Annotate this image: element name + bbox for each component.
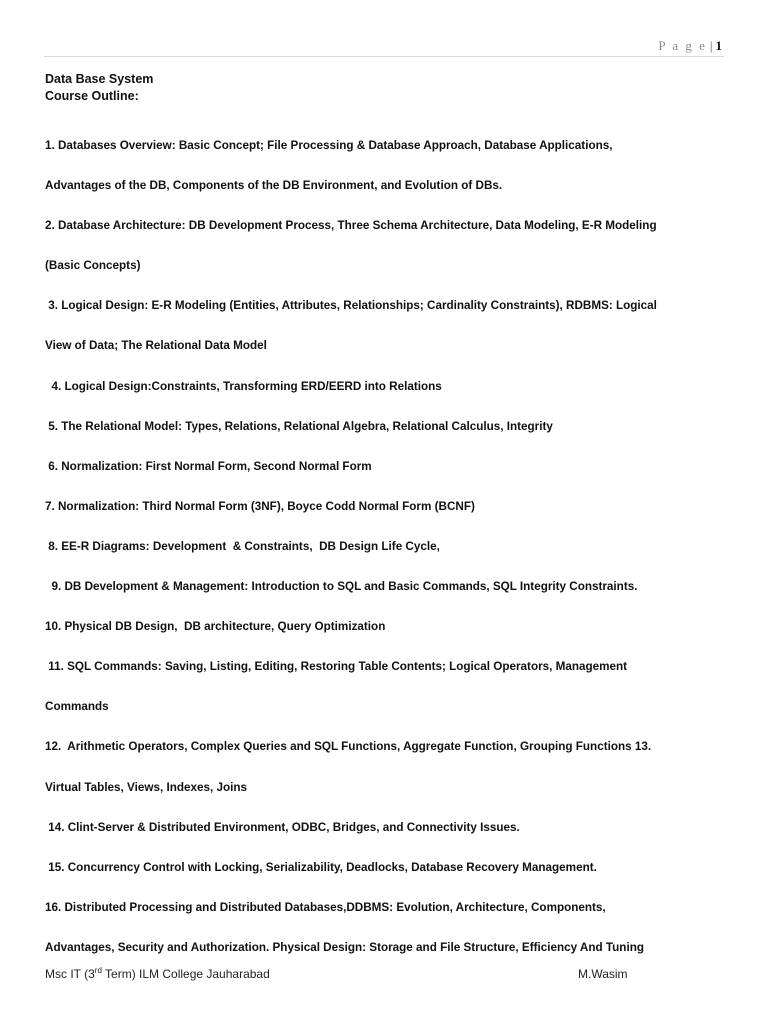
page-number: 1 (715, 38, 722, 53)
outline-line: 16. Distributed Processing and Distributed Databases,DDBMS: Evolution, Architecture, Components, (45, 900, 606, 914)
page-number-label (658, 38, 722, 54)
page-header (44, 38, 724, 57)
page-word: P a g e (658, 38, 707, 53)
footer-course-prefix: Msc IT (3 (45, 967, 95, 981)
outline-line: 2. Database Architecture: DB Development Process, Three Schema Architecture, Data Modeling, E-R Modeling (45, 219, 657, 233)
outline-line: 4. Logical Design:Constraints, Transforming ERD/EERD into Relations (45, 379, 442, 393)
outline-line: Commands (45, 700, 109, 714)
outline-line: 3. Logical Design: E-R Modeling (Entities, Attributes, Relationships; Cardinality Constraints), RDBMS: Logical (45, 299, 657, 313)
document-subtitle: Course Outline: (45, 89, 139, 103)
outline-line: 9. DB Development & Management: Introduction to SQL and Basic Commands, SQL Integrity Constraints. (45, 580, 638, 594)
outline-line: 6. Normalization: First Normal Form, Second Normal Form (45, 459, 372, 473)
document-title: Data Base System (45, 72, 154, 86)
document-heading (45, 71, 725, 105)
outline-line: View of Data; The Relational Data Model (45, 339, 267, 353)
outline-line: 8. EE-R Diagrams: Development & Constraints, DB Design Life Cycle, (45, 539, 440, 553)
outline-line: Advantages, Security and Authorization. Physical Design: Storage and File Structure, Efficiency And Tuning (45, 940, 644, 954)
footer-author: M.Wasim (578, 967, 628, 981)
outline-line: Advantages of the DB, Components of the DB Environment, and Evolution of DBs. (45, 179, 503, 193)
footer-course-suffix: Term) ILM College Jauharabad (101, 967, 270, 981)
outline-line: 12. Arithmetic Operators, Complex Queries and SQL Functions, Aggregate Function, Grouping Functions 13. (45, 740, 652, 754)
outline-line: 10. Physical DB Design, DB architecture, Query Optimization (45, 620, 386, 634)
page-separator: | (709, 38, 713, 53)
footer-course-info (45, 967, 270, 981)
outline-line: 11. SQL Commands: Saving, Listing, Editing, Restoring Table Contents; Logical Operators, Management (45, 660, 628, 674)
outline-line: Virtual Tables, Views, Indexes, Joins (45, 780, 248, 794)
outline-line: 1. Databases Overview: Basic Concept; File Processing & Database Approach, Database Applications, (45, 139, 613, 152)
outline-line: 15. Concurrency Control with Locking, Serializability, Deadlocks, Database Recovery Management. (45, 860, 597, 874)
outline-line: (Basic Concepts) (45, 259, 141, 273)
outline-line: 14. Clint-Server & Distributed Environment, ODBC, Bridges, and Connectivity Issues. (45, 820, 520, 834)
outline-line: 7. Normalization: Third Normal Form (3NF), Boyce Codd Normal Form (BCNF) (45, 499, 475, 513)
outline-line: 5. The Relational Model: Types, Relations, Relational Algebra, Relational Calculus, Integrity (45, 419, 553, 433)
footer-course-sup: rd (94, 966, 102, 975)
course-outline-list (45, 126, 735, 968)
